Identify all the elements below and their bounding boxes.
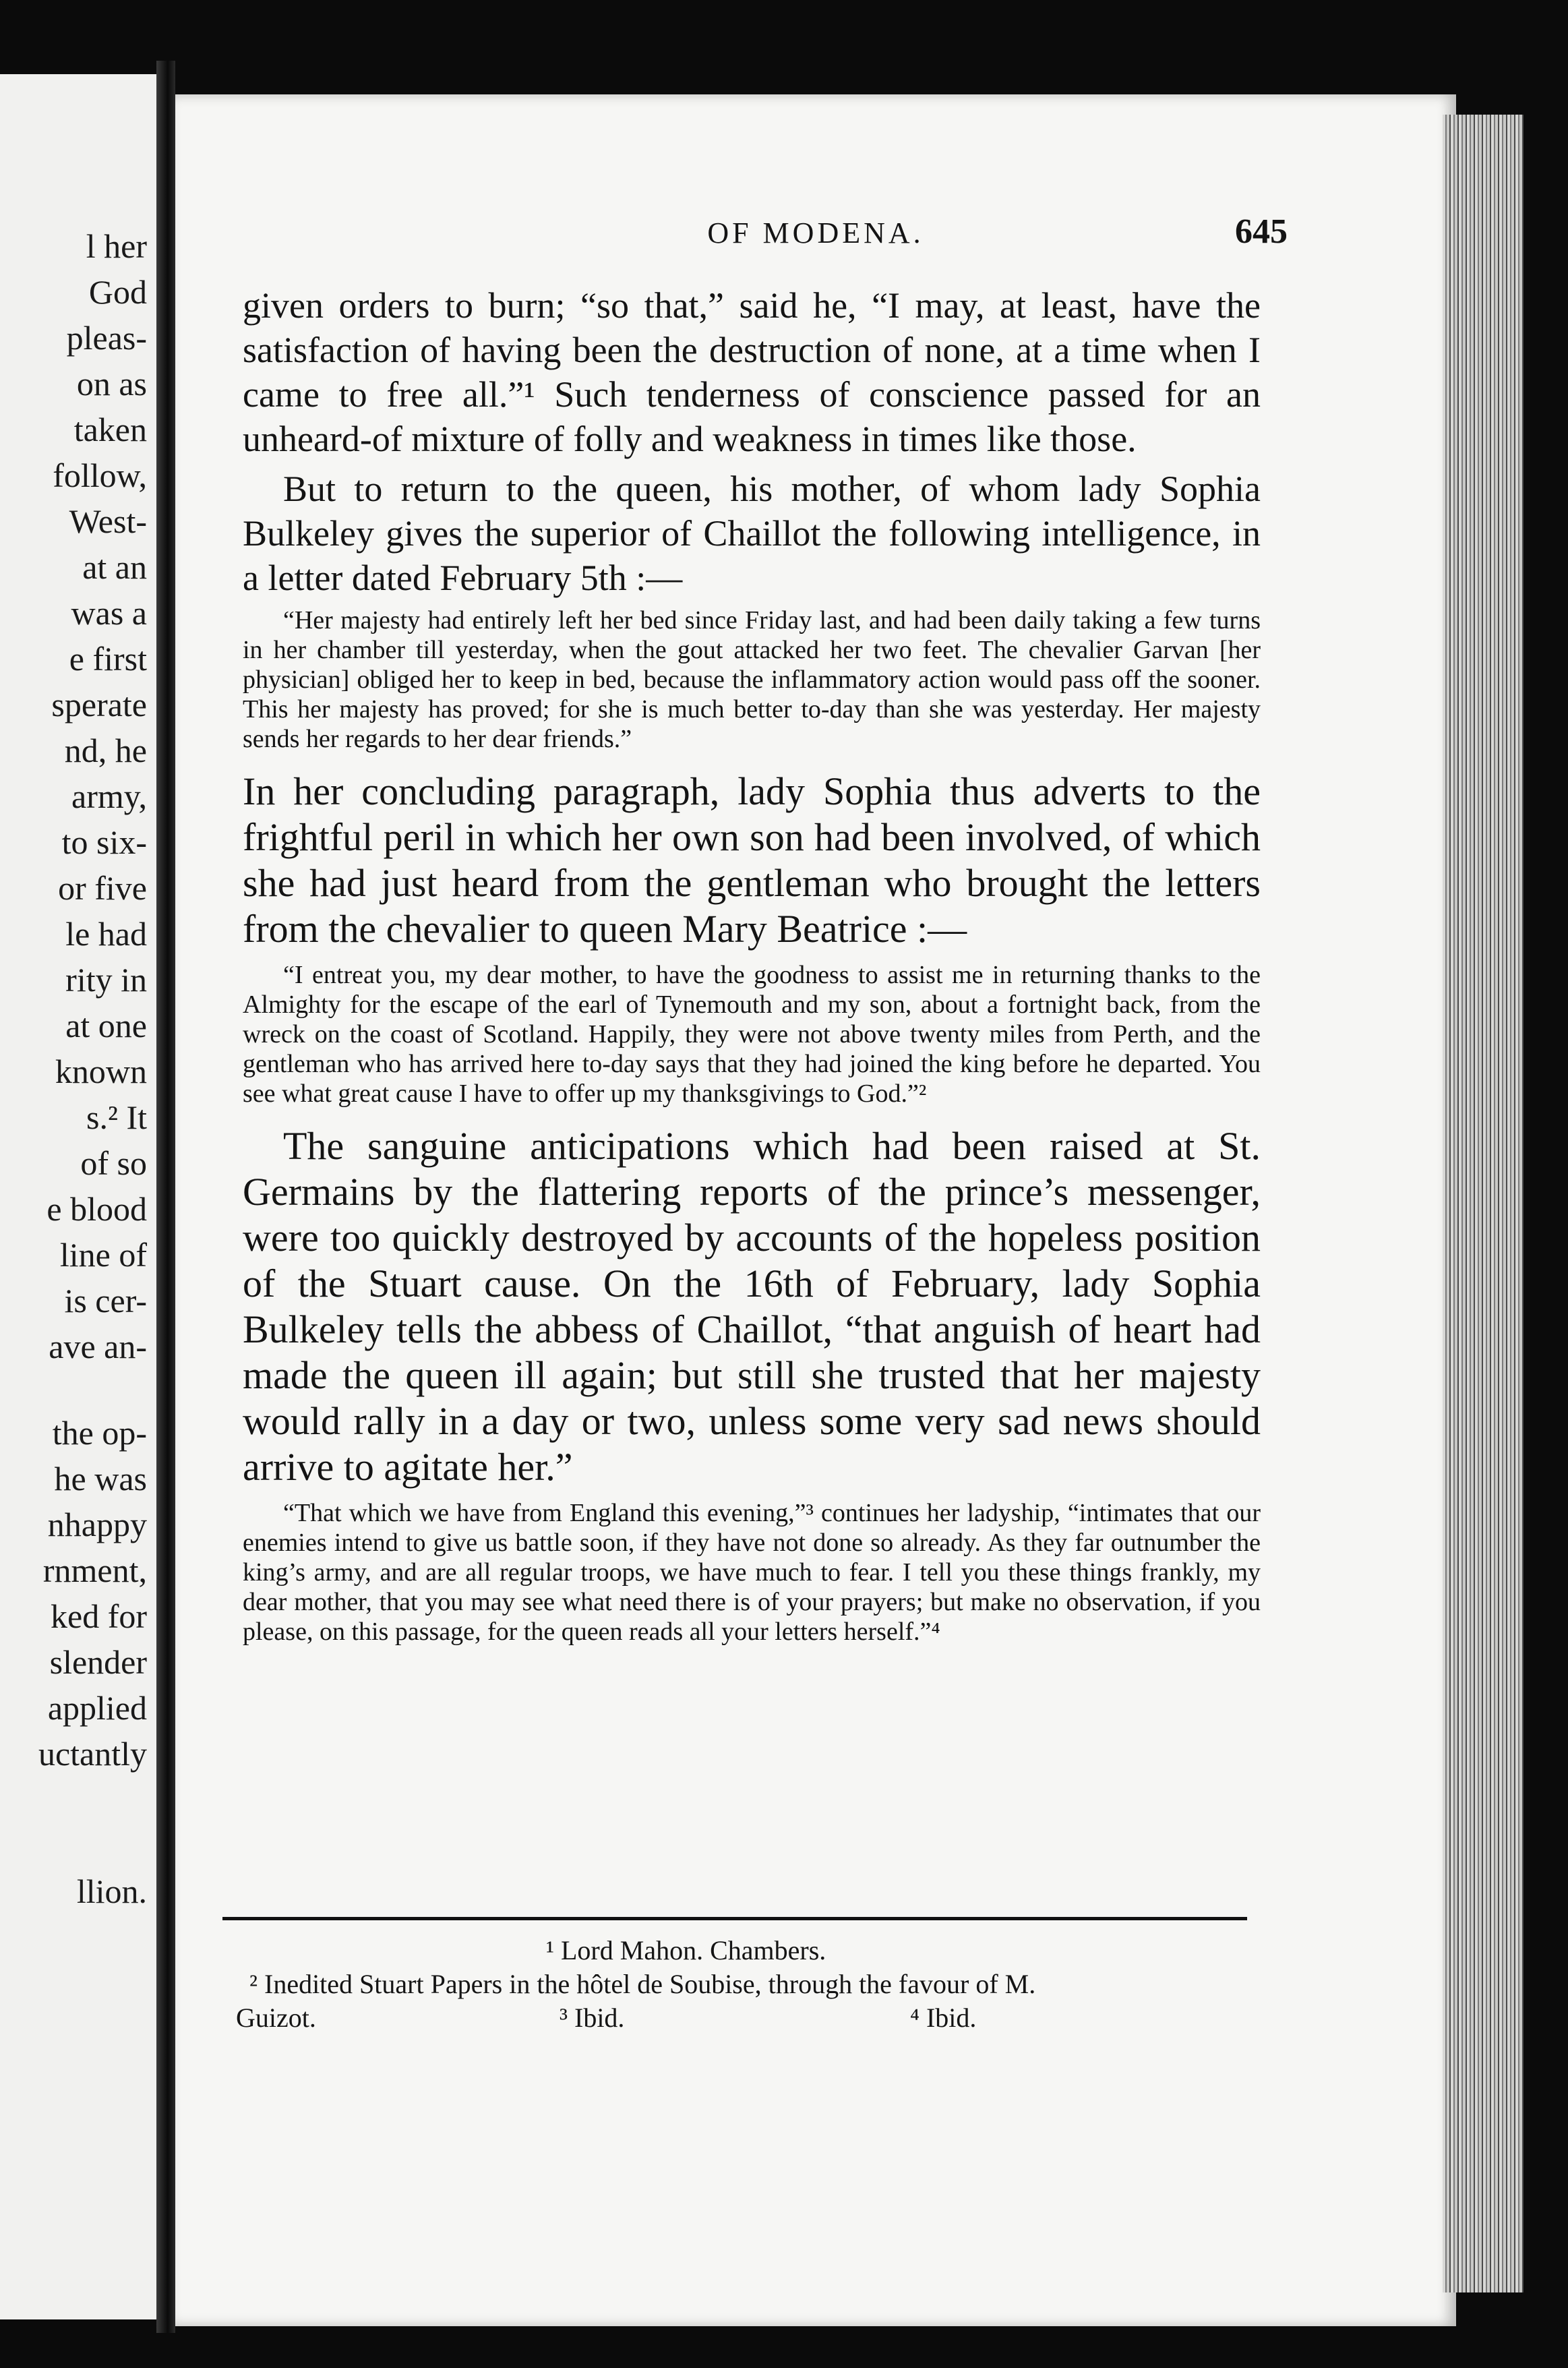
- facing-page-line: the op-: [52, 1414, 147, 1452]
- quotation-2: “I entreat you, my dear mother, to have the goodness to assist me in returning thanks to the Almighty for the escape of the earl of Tynemouth and my son, about a fortnight back, from the wreck on the coast of Scotland. Happily, they were not above twenty miles from Perth, and the gentleman who has arrived here to-day says that they had joined the king before he departed. You see what great cause I have to offer up my thanksgivings to God.”²: [243, 961, 1261, 1108]
- facing-page-line: nd, he: [64, 732, 147, 769]
- main-text: [243, 283, 1261, 1661]
- facing-page-line: rity in: [65, 961, 147, 999]
- facing-page-line: applied: [47, 1689, 147, 1727]
- facing-page-line: pleas-: [66, 319, 147, 357]
- facing-page-line: to six-: [61, 823, 147, 861]
- facing-page-line: nhappy: [47, 1506, 147, 1543]
- facing-page-line: at one: [65, 1007, 147, 1044]
- facing-page-line: taken: [73, 411, 147, 448]
- facing-page-line: sperate: [51, 686, 147, 723]
- footnote-4: ⁴ Ibid.: [910, 2003, 977, 2033]
- facing-page-line: known: [55, 1053, 147, 1090]
- running-head: [175, 212, 1456, 256]
- facing-page-line: ked for: [51, 1597, 147, 1635]
- facing-page-line: slender: [49, 1643, 147, 1681]
- paragraph-3: In her concluding paragraph, lady Sophia thus adverts to the frightful peril in which her own son had been involved, of which she had just heard from the gentleman who brought the letters from the chevalier to queen Mary Beatrice :—: [243, 769, 1261, 951]
- paragraph-2: But to return to the queen, his mother, of whom lady Sophia Bulkeley gives the superior of Chaillot the following intelligence, in a letter dated February 5th :—: [243, 469, 1261, 598]
- paragraph-1: given orders to burn; “so that,” said he, “I may, at least, have the satisfaction of having been the destruction of none, at a time when I came to free all.”¹ Such tenderness of conscience passed for an unheard-of mixture of folly and weakness in times like those.: [243, 285, 1261, 459]
- facing-page-line: e first: [69, 640, 147, 678]
- facing-page-line: le had: [65, 915, 147, 953]
- footnote-row-2: [236, 1967, 1247, 2001]
- paragraph-4: The sanguine anticipations which had been raised at St. Germains by the flattering reports of the prince’s messenger, were too quickly destroyed by accounts of the hopeless position of the Stuart cause. On the 16th of February, lady Sophia Bulkeley tells the abbess of Chaillot, “that anguish of heart had made the queen ill again; but still she trusted that her majesty would rally in a day or two, unless some very sad news should arrive to agitate her.”: [243, 1124, 1261, 1489]
- facing-page-line: God: [88, 273, 147, 311]
- footnote-2-cont: Guizot.: [236, 2003, 316, 2033]
- facing-page-line: on as: [76, 365, 147, 403]
- facing-page-line: e blood: [47, 1190, 147, 1228]
- facing-page-line: or five: [58, 869, 147, 907]
- facing-page-line: is cer-: [64, 1282, 147, 1320]
- quotation-3: “That which we have from England this evening,”³ continues her ladyship, “intimates that our enemies intend to give us battle soon, if they have not done so already. As they far outnumber the king’s army, and are all regular troops, we have much to fear. I tell you these things frankly, my dear mother, that you may see what need there is of your prayers; but make no observation, if you please, on this passage, for the queen reads all your letters herself.”⁴: [243, 1499, 1261, 1646]
- facing-page-line: l her: [86, 227, 147, 265]
- facing-page-line: llion.: [76, 1872, 147, 1910]
- page-edges: [1443, 115, 1524, 2292]
- footnote-row-3: [236, 2001, 1247, 2035]
- book-gutter: [156, 61, 175, 2333]
- facing-page-line: s.² It: [86, 1098, 147, 1136]
- facing-page-line: West-: [69, 502, 147, 540]
- footnote-1: ¹ Lord Mahon. Chambers.: [546, 1935, 826, 1965]
- footnote-2: ² Inedited Stuart Papers in the hôtel de Soubise, through the favour of M.: [249, 1969, 1036, 1999]
- footnote-rule: [222, 1917, 1247, 1920]
- footnote-row-1: [236, 1934, 1247, 1967]
- quotation-1: “Her majesty had entirely left her bed since Friday last, and had been daily taking a few turns in her chamber till yesterday, when the gout attacked her two feet. The chevalier Garvan [her physician] obliged her to keep in bed, because the inflammatory action would pass off the sooner. This her majesty has proved; for she is much better to-day than she was yesterday. Her majesty sends her regards to her dear friends.”: [243, 606, 1261, 753]
- facing-page-line: at an: [82, 548, 147, 586]
- facing-page-line: line of: [59, 1236, 147, 1274]
- facing-page-line: was a: [71, 594, 147, 632]
- running-title: OF MODENA.: [707, 216, 924, 249]
- facing-page-line: he was: [54, 1460, 147, 1498]
- facing-page-line: uctantly: [38, 1735, 147, 1773]
- facing-page-line: of so: [80, 1144, 147, 1182]
- facing-page-line: rnment,: [42, 1551, 147, 1589]
- facing-page-fragment: [0, 74, 156, 2319]
- facing-page-line: follow,: [53, 456, 147, 494]
- page-number: 645: [1235, 212, 1288, 251]
- footnotes: [236, 1934, 1247, 2035]
- facing-page-line: army,: [71, 777, 147, 815]
- footnote-3: ³ Ibid.: [560, 2003, 625, 2033]
- facing-page-line: ave an-: [49, 1328, 147, 1365]
